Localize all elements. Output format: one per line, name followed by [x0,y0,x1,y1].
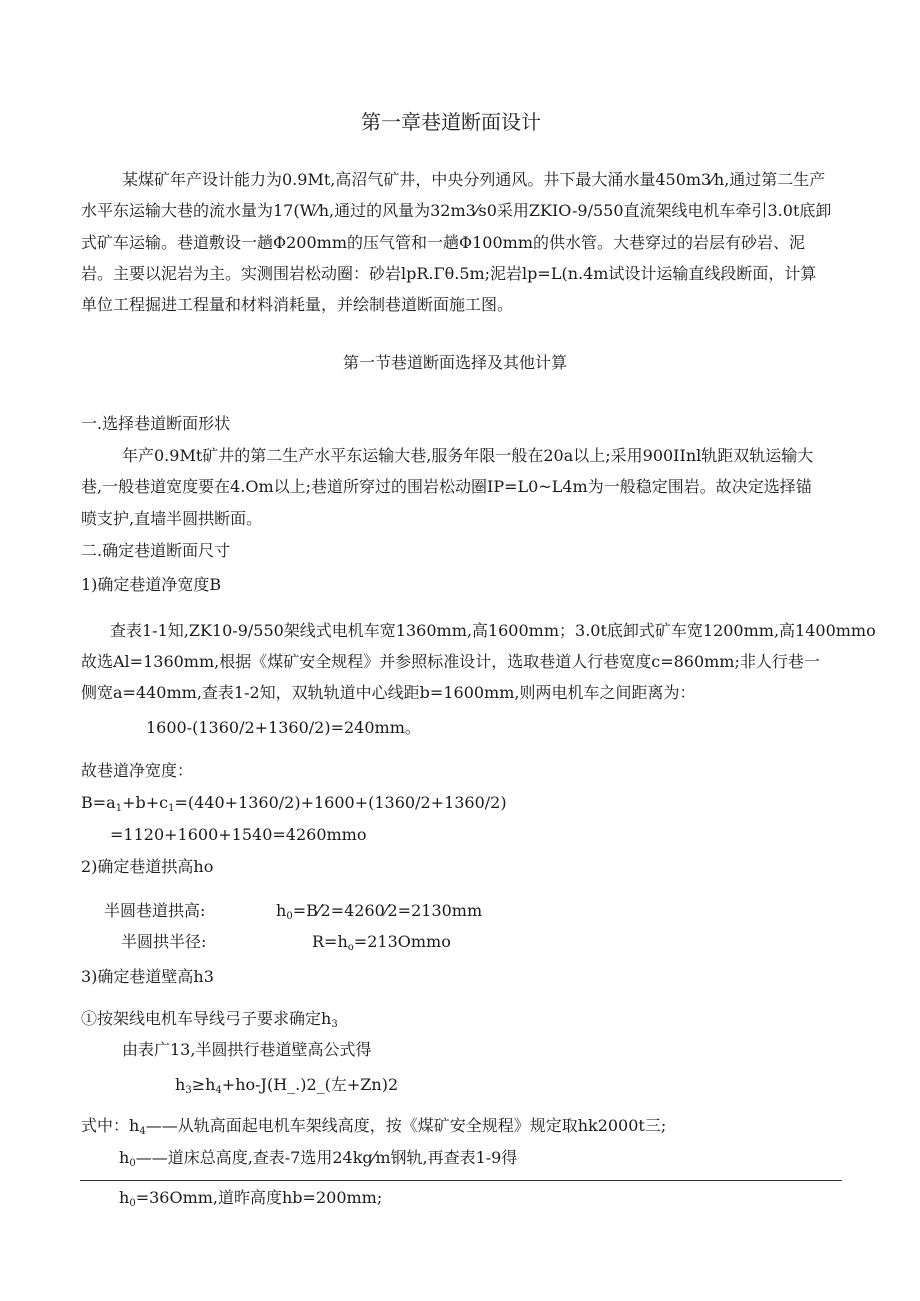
eq-part: ——从轨高面起电机车架线高度，按《煤矿安全规程》规定取hk2000t三; [145,1116,667,1135]
eq-part: h [175,1075,186,1094]
eq-sub: 3 [185,1085,192,1096]
paragraph-line: 查表1-1知,ZK10-9/550架线式电机车宽1360mm,高1600mm；3.0t底卸式矿车宽1200mm,高1400mmo [110,621,876,640]
equation: =1120+1600+1540=4260mmo [110,825,367,844]
eq-sub: o [347,942,354,953]
chapter-title: 第一章巷道断面设计 [361,110,541,134]
heading-wall-height: 3)确定巷道壁高h3 [81,967,214,986]
eq-part: R=h [312,932,348,951]
arch-radius-label: 半圆拱半径: [121,932,207,951]
paragraph-line: 巷,一般巷道宽度要在4.Om以上;巷道所穿过的围岩松动圈IP=L0~L4m为一般稳定围岩。故决定选择锚 [81,477,812,496]
eq-part: ——道床总高度,查表-7选用24kg⁄m钢轨,再查表1-9得 [135,1148,518,1167]
eq-part: h [276,901,287,920]
item-1 [81,1009,338,1029]
intro-line: 水平东运输大巷的流水量为17(W⁄h,通过的风量为32m3⁄s0采用ZKIO-9/550直流架线电机车牵引3.0t底卸 [81,201,832,220]
eq-part: +ho-J(H_.)2_(左+Zn)2 [221,1075,399,1094]
eq-sub: 0 [129,1198,136,1209]
eq-part: =B⁄2=4260⁄2=2130mm [292,901,483,920]
eq-part: =36Omm,道昨高度hb=200mm; [135,1188,383,1207]
paragraph-line: 侧宽a=440mm,查表1-2知，双轨轨道中心线距b=1600mm,则两电机车之间距离为： [81,683,696,702]
paragraph-line: 喷支护,直墙半圆拱断面。 [81,509,263,528]
where-line [81,1116,666,1136]
eq-part: B=a [81,793,116,812]
arch-radius-eq [312,932,451,952]
where-line [119,1148,517,1168]
item-1-sub: 由表广13,半圆拱行巷道壁高公式得 [122,1040,372,1059]
eq-part: ≥h [191,1075,216,1094]
item-text: ①按架线电机车导线弓子要求确定h [81,1009,332,1028]
eq-part: h [119,1188,130,1207]
intro-line: 某煤矿年产设计能力为0.9Mt,高沼气矿井，中央分列通风。井下最大涌水量450m3⁄h,通过第二生产 [122,170,826,189]
eq-part: =(440+1360/2)+1600+(1360/2+1360/2) [174,793,507,812]
arch-height-eq [276,901,482,921]
eq-part: 式中：h [81,1116,140,1135]
heading-shape: 一.选择巷道断面形状 [81,414,231,433]
horizontal-rule [80,1180,842,1181]
paragraph-line: 故选Al=1360mm,根据《煤矿安全规程》并参照标准设计，选取巷道人行巷宽度c=860mm;非人行巷一 [81,652,820,671]
section-title: 第一节巷道断面选择及其他计算 [343,353,568,372]
equation: 1600-(1360/2+1360/2)=240mm。 [146,718,421,737]
eq-sub: 1 [168,803,175,814]
eq-sub: 0 [286,911,293,922]
equation-wall [175,1075,398,1095]
heading-dimensions: 二.确定巷道断面尺寸 [81,541,231,560]
net-width-label: 故巷道净宽度： [81,761,194,780]
intro-line: 岩。主要以泥岩为主。实测围岩松动圈：砂岩lpR.Γθ.5m;泥岩lp=L(n.4m试设计运输直线段断面，计算 [81,264,817,283]
eq-sub: 4 [215,1085,222,1096]
eq-sub: 3 [331,1019,338,1030]
eq-part: h [119,1148,130,1167]
arch-height-label: 半圆巷道拱高: [104,901,206,920]
eq-sub: 0 [129,1158,136,1169]
eq-sub: 4 [139,1126,146,1137]
equation-width [81,793,507,813]
where-line [119,1188,382,1208]
heading-arch-height: 2)确定巷道拱高ho [81,857,214,876]
eq-sub: 1 [115,803,123,814]
paragraph-line: 年产0.9Mt矿井的第二生产水平东运输大巷,服务年限一般在20a以上;采用900IInl轨距双轨运输大 [122,446,814,465]
heading-net-width: 1)确定巷道净宽度B [81,575,222,594]
intro-line: 式矿车运输。巷道敷设一趟Φ200mm的压气管和一趟Φ100mm的供水管。大巷穿过的岩层有砂岩、泥 [81,233,806,252]
intro-line: 单位工程掘进工程量和材料消耗量，并绘制巷道断面施工图。 [81,295,514,314]
eq-part: =213Ommo [353,932,451,951]
eq-part: +b+c [122,793,169,812]
